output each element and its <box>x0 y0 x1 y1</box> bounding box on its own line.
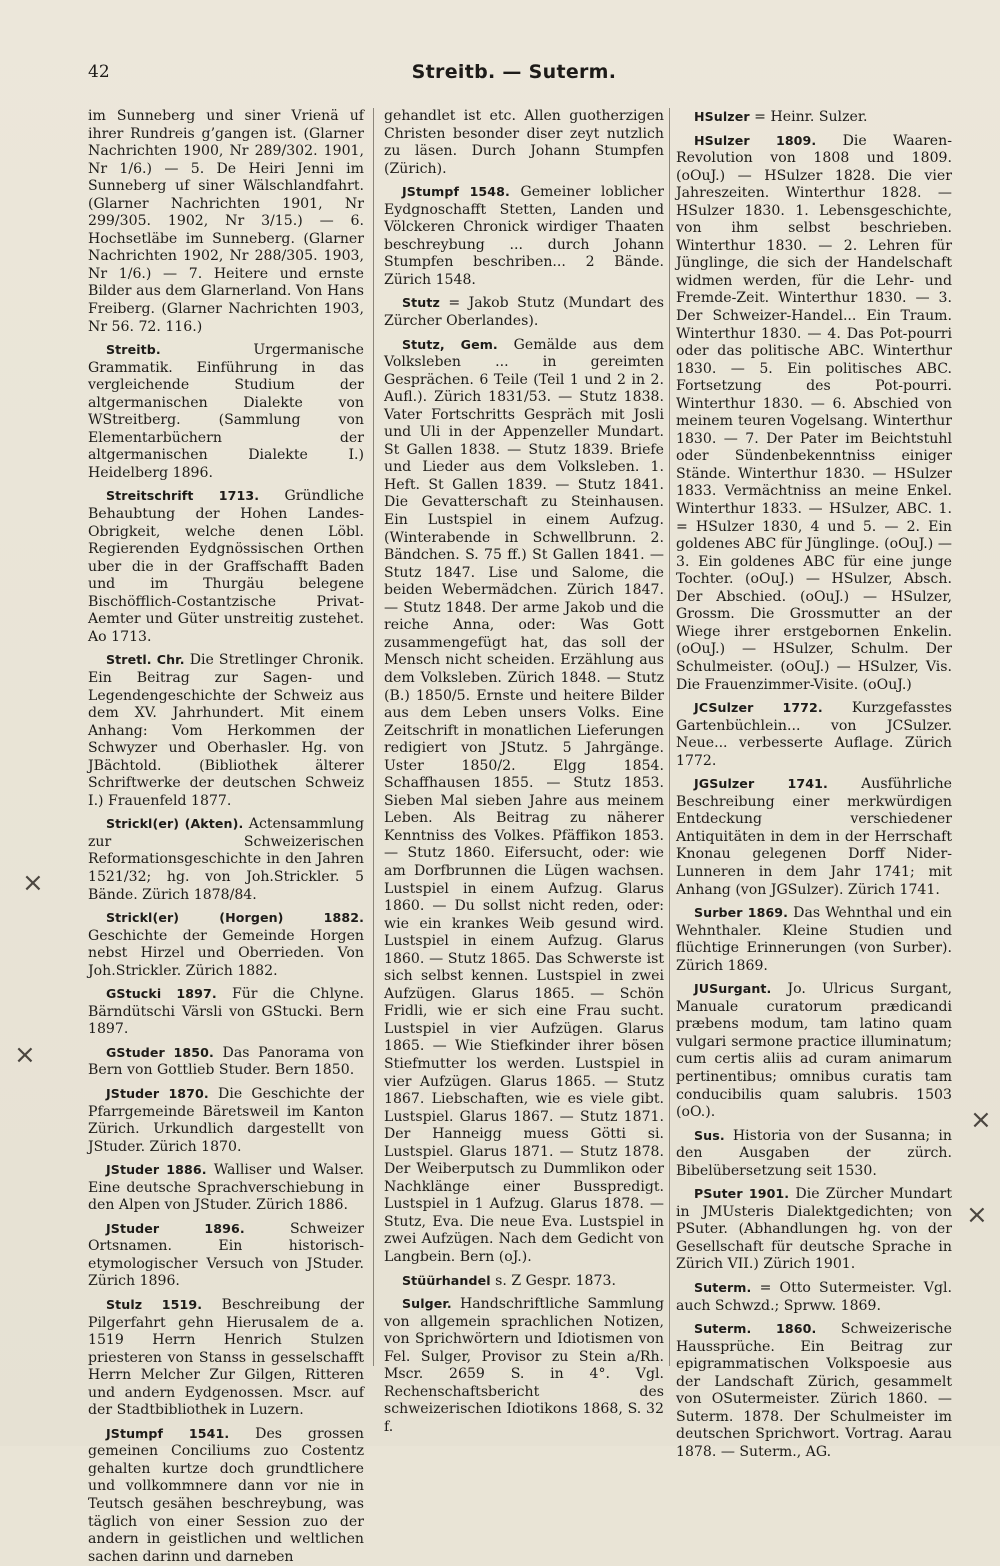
entry-text: Für die Chlyne. Bärndütschi Värsli von GStucki. Bern 1897. <box>88 986 364 1038</box>
entry-keyword: Stutz <box>402 295 440 311</box>
entry-keyword: JUSurgant. <box>694 981 772 997</box>
page-header <box>88 62 940 92</box>
pencil-mark-icon: × <box>14 1040 36 1070</box>
entry-keyword: JStumpf 1541. <box>106 1425 230 1441</box>
entry-text: Die Zürcher Mundart in JMUsteris Dialektgedichten; von PSuter. (Abhandlungen hg. von der Gesellschaft für deutsche Sprache in Zürich VII.) Zürich 1901. <box>676 1186 952 1273</box>
entry-keyword: Suterm. 1860. <box>694 1321 817 1337</box>
entry-keyword: JStuder 1886. <box>106 1162 207 1178</box>
entry-text: Gemälde aus dem Volksleben ... in gereimten Gesprächen. 6 Teile (Teil 1 und 2 in 2. Aufl.). Zürich 1831/53. — Stutz 1838. Vater Fortschritts Gespräch mit Josli und Uli in der Appenzeller Mundart. St Gallen 1838. — Stutz 1839. Briefe und Lieder aus dem Volksleben. 1. Heft. St Gallen 1839. — Stutz 1841. Die Gevatterschaft zu Steinhausen. Ein Lustspiel in einem Aufzug. (Winterabende in Schwellbrunn. 2. Bändchen. S. 75 ff.) St Gallen 1841. — Stutz 1847. Lise und Salome, die beiden Webermädchen. Zürich 1847. — Stutz 1848. Der arme Jakob und die reiche Anna, oder: Was Gott zusammengefügt hat, das soll der Mensch nicht scheiden. Erzählung aus dem Volksleben. Zürich 1848. — Stutz (B.) 1850/5. Ernste und heitere Bilder aus dem Leben unsers Volks. Eine Zeitschrift in monatlichen Lieferungen redigiert von JStutz. 5 Jahrgänge. Uster 1850/2. Elgg 1854. Schaffhausen 1855. — Stutz 1853. Sieben Mal sieben Jahre aus meinem Leben. Als Beitrag zu näherer Kenntniss des Volkes. Pfäffikon 1853. — Stutz 1860. Eifersucht, oder: wie am Dorfbrunnen die Lügen wachsen. Lustspiel in einem Aufzug. Glarus 1860. — Du sollst nicht reden, oder: wie ein krankes Weib gesund wird. Lustspiel in einem Aufzug. Glarus 1860. — Stutz 1865. Das Schwerste ist sich selbst kennen. Lustspiel in zwei Aufzügen. Glarus 1865. — Schön Fridli, wie er sich eine Frau sucht. Lustspiel in vier Aufzügen. Glarus 1865. — Wie Stiefkinder ihrer bösen Stiefmutter los werden. Lustspiel in vier Aufzügen. Glarus 1865. — Stutz 1867. Liebschaften, wie es viele gibt. Lustspiel. Glarus 1867. — Stutz 1871. Der Hanneigg muess Götti si. Lustspiel. Glarus 1871. — Stutz 1878. Der Weiberputsch zu Dummlikon oder Nachklänge einer Busspredigt. Lustspiel in 1 Aufzug. Glarus 1878. — Stutz, Eva. Die neue Eva. Lustspiel in zwei Aufzügen. Nach dem Gedicht von Langbein. Bern (oJ.). <box>384 336 664 1265</box>
bibliography-entry <box>88 1085 364 1156</box>
pencil-mark-icon: × <box>970 1105 992 1135</box>
entry-text: Gemeiner loblicher Eydgnoschafft Stetten, Landen und Völckeren Chronick wirdiger Thaaten beschreybung ... durch Johann Stumpfen beschriben... 2 Bände. Zürich 1548. <box>384 184 664 288</box>
text-column-3 <box>676 108 953 1460</box>
entry-keyword: HSulzer <box>694 109 750 124</box>
entry-keyword: Stüürhandel <box>402 1272 491 1288</box>
bibliography-entry <box>88 815 364 904</box>
entry-keyword: Streitb. <box>106 342 161 358</box>
bibliography-entry <box>676 775 952 899</box>
entry-text: Jo. Ulricus Surgant, Manuale curatorum prædicandi præbens modum, tam latino quam vulgari sermone practice illuminatum; cum certis aliis ad curam animarum pertinentibus; omnibus curatis tam conducibilis quam salubris. 1503 (oO.). <box>676 981 952 1121</box>
bibliography-entry <box>676 904 952 975</box>
entry-keyword: HSulzer 1809. <box>694 132 817 148</box>
entry-keyword: Streitschrift 1713. <box>106 488 260 504</box>
entry-text: Walliser und Walser. Eine deutsche Sprachverschiebung in den Alpen von JStuder. Zürich 1886. <box>88 1162 364 1214</box>
bibliography-entry <box>88 1425 364 1566</box>
entry-keyword: JStumpf 1548. <box>402 184 510 200</box>
entry-keyword: Strickl(er) (Akten). <box>106 816 244 832</box>
bibliography-entry <box>384 294 664 330</box>
pencil-mark-icon: × <box>22 868 44 898</box>
text-column-1 <box>88 108 365 1565</box>
bibliography-entry <box>88 108 364 336</box>
entry-keyword: JStuder 1870. <box>106 1085 209 1101</box>
entry-keyword: Stretl. Chr. <box>106 652 185 668</box>
bibliography-entry <box>384 1295 664 1436</box>
pencil-mark-icon: × <box>966 1200 988 1230</box>
entry-keyword: GStuder 1850. <box>106 1044 214 1060</box>
bibliography-entry <box>88 909 364 980</box>
bibliography-entry <box>676 699 952 770</box>
entry-text: Die Geschichte der Pfarrgemeinde Bäretsweil im Kanton Zürich. Urkundlich dargestellt von JStuder. Zürich 1870. <box>88 1085 364 1155</box>
column-divider <box>373 108 374 1366</box>
entry-text: = Otto Sutermeister. Vgl. auch Schwzd.; Sprww. 1869. <box>676 1280 952 1314</box>
bibliography-entry <box>676 132 952 695</box>
entry-keyword: Surber 1869. <box>694 905 789 921</box>
entry-text: Urgermanische Grammatik. Einführung in das vergleichende Studium der altgermanischen Dialekte von WStreitberg. (Sammlung von Elementarbüchern der altgermanischen Dialekte I.) Heidelberg 1896. <box>88 342 364 481</box>
entry-text: Schweizerische Haussprüche. Ein Beitrag zur epigrammatischen Volkspoesie aus der Landschaft Zürich, gesammelt von OSutermeister. Zürich 1860. — Suterm. 1878. Der Schulmeister im deutschen Sprichwort. Vortrag. Aarau 1878. — Suterm., AG. <box>676 1321 952 1460</box>
bibliography-entry <box>676 108 952 127</box>
entry-keyword: GStucki 1897. <box>106 986 217 1002</box>
running-title: Streitb. — Suterm. <box>411 61 617 83</box>
entry-text: Historia von der Susanna; in den Ausgaben der zürch. Bibelübersetzung seit 1530. <box>676 1127 952 1179</box>
entry-text: Actensammlung zur Schweizerischen Reformationsgeschichte in den Jahren 1521/32; hg. von Joh.Strickler. 5 Bände. Zürich 1878/84. <box>88 816 364 903</box>
entry-keyword: JGSulzer 1741. <box>694 776 828 792</box>
entry-text: Ausführliche Beschreibung einer merkwürdigen Entdeckung verschiedener Antiquitäten in dem in der Herrschaft Knonau gelegenen Dorff Nider-Lunneren in dem Jahr 1741; mit Anhang (von JGSulzer). Zürich 1741. <box>676 776 953 898</box>
bibliography-entry <box>88 1044 364 1080</box>
bibliography-entry <box>384 336 664 1267</box>
bibliography-entry <box>88 1220 364 1291</box>
bibliography-entry <box>676 1279 952 1315</box>
bibliography-entry <box>88 487 364 646</box>
entry-text: Handschriftliche Sammlung von allgemein sprachlichen Notizen, von Sprichwörtern und Idiotismen von Fel. Sulger, Provisor zu Stein a/Rh. Mscr. 2659 S. in 4°. Vgl. Rechenschaftsbericht des schweizerischen Idiotikons 1868, S. 32 f. <box>384 1296 664 1435</box>
entry-keyword: JStuder 1896. <box>106 1220 245 1236</box>
entry-text: Die Stretlinger Chronik. Ein Beitrag zur Sagen- und Legendengeschichte der Schweiz aus dem XV. Jahrhundert. Mit einem Anhang: Vom Herkommen der Schwyzer und Oberhasler. Hg. von JBächtold. (Bibliothek älterer Schriftwerke der deutschen Schweiz I.) Frauenfeld 1877. <box>88 652 364 809</box>
entry-text: s. Z Gespr. 1873. <box>495 1272 616 1289</box>
entry-keyword: Strickl(er) (Horgen) 1882. <box>106 910 364 926</box>
entry-text: Beschreibung der Pilgerfahrt gehn Hierusalem de a. 1519 Herrn Henrich Stulzen priesteren von Stanss in gesselschafft Herrn Melcher Zur Gilgen, Ritteren und andern Eydgenossen. Mscr. auf der Stadtbibliothek in Luzern. <box>88 1297 365 1419</box>
page-number: 42 <box>88 62 110 82</box>
bibliography-entry <box>676 1127 952 1181</box>
entry-text: Schweizer Ortsnamen. Ein historisch-etymologischer Versuch von JStuder. Zürich 1896. <box>88 1220 364 1290</box>
bibliography-entry <box>384 1272 664 1291</box>
text-column-2 <box>384 108 664 1435</box>
bibliography-entry <box>384 108 664 178</box>
column-divider <box>669 108 670 1366</box>
entry-text: Geschichte der Gemeinde Horgen nebst Hirzel und Oberrieden. Von Joh.Strickler. Zürich 1882. <box>88 927 364 979</box>
bibliography-entry <box>88 1296 364 1420</box>
bibliography-entry <box>676 1320 952 1461</box>
entry-keyword: Stulz 1519. <box>106 1297 203 1312</box>
entry-keyword: Sulger. <box>402 1296 452 1312</box>
entry-text: Des grossen gemeinen Conciliums zuo Costentz gehalten kurtze doch grundtlichere und vollkommnere dann vor nie in Teutsch gesähen beschreybung, was täglich von einer Session zuo der andern in geistlichen und weltlichen sachen darinn und darneben <box>88 1425 365 1565</box>
entry-keyword: Suterm. <box>694 1280 752 1295</box>
entry-text: im Sunneberg und siner Vrienä uf ihrer Rundreis g’gangen ist. (Glarner Nachrichten 1900, Nr 289/302. 1901, Nr 1/6.) — 5. De Heiri Jenni im Sunneberg uf siner Wälschlandfahrt. (Glarner Nachrichten 1901, Nr 299/305. 1902, Nr 3/15.) — 6. Hochsetläbe im Sunneberg. (Glarner Nachrichten 1902, Nr 288/305. 1903, Nr 1/6.) — 7. Heitere und ernste Bilder aus dem Glarnerland. Von Hans Freiberg. (Glarner Nachrichten 1903, Nr 56. 72. 116.) <box>88 108 364 335</box>
entry-text: Kurzgefasstes Gartenbüchlein... von JCSulzer. Neue... verbesserte Auflage. Zürich 1772. <box>676 700 953 769</box>
entry-text: Das Wehnthal und ein Wehnthaler. Kleine Studien und flüchtige Erinnerungen (von Surber). Zürich 1869. <box>676 905 952 974</box>
bibliography-entry <box>676 980 952 1121</box>
bibliography-entry <box>676 1185 952 1274</box>
bibliography-entry <box>88 985 364 1039</box>
entry-keyword: Sus. <box>694 1127 725 1143</box>
bibliography-entry <box>384 183 664 289</box>
entry-text: gehandlet ist etc. Allen guotherzigen Christen besonder diser zeyt nutzlich zu läsen. Durch Johann Stumpfen (Zürich). <box>384 108 664 177</box>
entry-text: = Heinr. Sulzer. <box>754 109 868 125</box>
entry-text: Das Panorama von Bern von Gottlieb Studer. Bern 1850. <box>88 1044 364 1079</box>
entry-text: Gründliche Behaubtung der Hohen Landes-Obrigkeit, welche denen Löbl. Regierenden Eydgnössischen Orthen uber die in der Graffschafft Baden und im Thurgäu belegene Bischöfflich-Costantzische Privat-Aemter und Güter unstreitig zustehet. Ao 1713. <box>88 488 364 645</box>
bibliography-entry <box>88 1161 364 1215</box>
entry-keyword: PSuter 1901. <box>694 1186 790 1202</box>
entry-keyword: Stutz, Gem. <box>402 336 498 352</box>
bibliography-entry <box>88 341 364 482</box>
bibliography-entry <box>88 651 364 810</box>
entry-text: Die Waaren-Revolution von 1808 und 1809. (oOuJ.) — HSulzer 1828. Die vier Jahreszeiten. Winterthur 1828. — HSulzer 1830. 1. Lebensgeschichte, von ihm selbst beschrieben. Winterthur 1830. — 2. Lehren für Jünglinge, die sich der Handelschaft widmen werden, für die Lehr- und Fremde-Zeit. Winterthur 1830. — 3. Der Schweizer-Handel... Ein Traum. Winterthur 1830. — 4. Das Pot-pourri oder das politische ABC. Winterthur 1830. — 5. Ein politisches ABC. Fortsetzung des Pot-pourri. Winterthur 1830. — 6. Abschied von meinem teuren Vogelsang. Winterthur 1830. — 7. Der Pater im Beichtstuhl oder Sündenbekenntniss einiger Stände. Winterthur 1830. — HSulzer 1833. Vermächtniss an meine Enkel. Winterthur 1833. — HSulzer, ABC. 1. = HSulzer 1830, 4 und 5. — 2. Ein goldenes ABC für Jünglinge. (oOuJ.) — 3. Ein goldenes ABC für eine junge Tochter. (oOuJ.) — HSulzer, Absch. Der Abschied. (oOuJ.) — HSulzer, Grossm. Die Grossmutter an der Wiege ihrer erstgebornen Enkelin. (oOuJ.) — HSulzer, Schulm. Der Schulmeister. (oOuJ.) — HSulzer, Vis. Die Frauenzimmer-Visite. (oOuJ.) <box>676 132 952 693</box>
entry-text: = Jakob Stutz (Mundart des Zürcher Oberlandes). <box>384 295 664 330</box>
entry-keyword: JCSulzer 1772. <box>694 700 823 716</box>
